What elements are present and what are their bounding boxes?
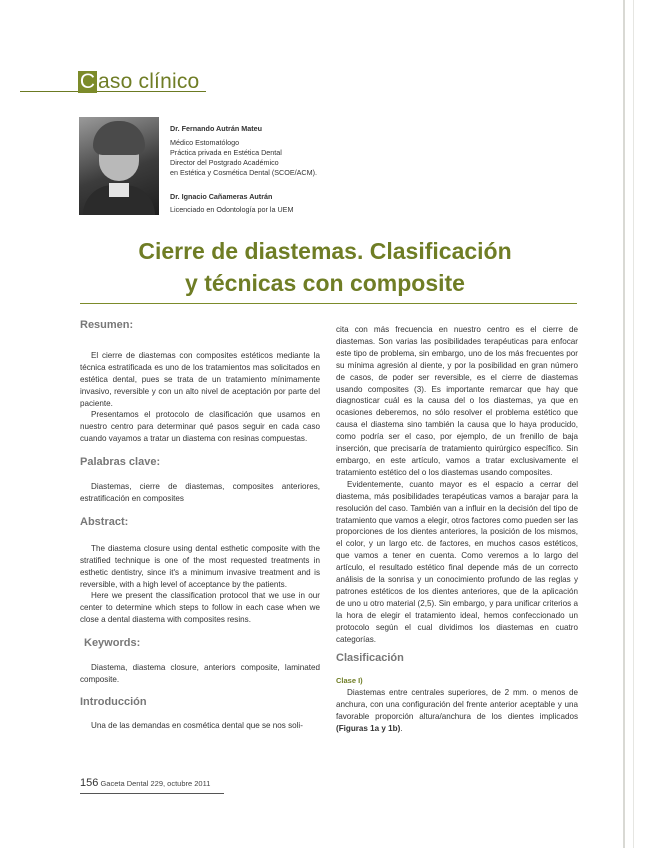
- section-initial: C: [79, 70, 96, 93]
- author-name: Dr. Ignacio Cañameras Autrán: [170, 192, 273, 201]
- footer-rule: [80, 793, 224, 794]
- body-paragraph: Evidentemente, cuanto mayor es el espacio a cerrar del diastema, más posibilidades terapéuticas vamos a barajar para la resolución del caso. También van a influir en la decisión del tipo de tratamiento que vamos a elegir, otros factores como pueden ser las proporciones de los dientes anteriores, la posición de los mismos, el color, y un largo etc. de factores, en muchos casos estéticos, que vamos a tener en cuenta. Como veremos a lo largo del artículo, el resultado estético final depende más de un correcto análisis de la sonrisa y un conocimiento profundo de las reglas y patrones estéticos de los dientes anteriores, que de la aplicación de uno u otro material (2,5). Sin embargo, y para unificar criterios a la hora de elegir el tratamiento ideal, hemos confeccionado un protocolo según el cual dividimos los diastemas en cuatro categorías.: [336, 479, 578, 644]
- section-title: aso clínico: [98, 70, 200, 93]
- abstract-heading: Abstract:: [80, 515, 129, 528]
- article-title-line2: y técnicas con composite: [185, 270, 465, 296]
- introduccion-heading: Introducción: [80, 695, 147, 708]
- right-column: [336, 324, 578, 735]
- journal-info: Gaceta Dental 229, octubre 2011: [100, 779, 211, 788]
- clase-paragraph: [336, 687, 578, 735]
- palabras-clave-text: Diastemas, cierre de diastemas, composites anteriores, estratificación en composites: [80, 482, 320, 503]
- author-line: Médico Estomatólogo: [170, 138, 240, 147]
- author-line: en Estética y Cosmética Dental (SCOE/ACM).: [170, 168, 317, 177]
- clase-heading: Clase I): [336, 676, 363, 686]
- abstract-paragraph: The diastema closure using dental esthetic composite with the stratified technique is one of the most requested treatments in esthetic dentistry, since it's a minimum invasive treatment and is reversible, with a high level of acceptance by the patients.: [80, 543, 320, 589]
- author-name: Dr. Fernando Autrán Mateu: [170, 124, 262, 133]
- resumen-heading: Resumen:: [80, 319, 134, 331]
- page-number: 156: [80, 777, 99, 789]
- page-footer: [80, 777, 210, 789]
- author-line: Director del Postgrado Académico: [170, 158, 279, 167]
- palabras-clave-heading: Palabras clave:: [80, 456, 161, 469]
- title-rule: [80, 303, 577, 304]
- author-line: Práctica privada en Estética Dental: [170, 148, 282, 157]
- resumen-paragraph: El cierre de diastemas con composites estéticos mediante la técnica estratificada es uno de los tratamientos mas solicitados en estética dental, pues se trata de un tratamiento mínimamente invasivo, reversible y con un alto nivel de aceptación por parte del paciente.: [80, 350, 320, 408]
- figure-reference: (Figuras 1a y 1b): [336, 724, 401, 733]
- introduccion-text: Una de las demandas en cosmética dental que se nos soli-: [91, 720, 303, 730]
- author-1: [170, 124, 317, 178]
- keywords-heading: Keywords:: [84, 637, 141, 650]
- article-title-line1: Cierre de diastemas. Clasificación: [138, 238, 512, 264]
- margin-bar-thin: [633, 0, 634, 848]
- body-paragraph: cita con más frecuencia en nuestro centro es el cierre de diastemas. Son varias las posibilidades terapéuticas para enfocar este tipo de problema, sin embargo, uno de los más frecuentes por su mínima agresión al diente, y por la posibilidad en gran número de casos, de poder ser reversible, es el cierre de diastemas usando composites (3). Es importante remarcar que hay que diagnosticar cuál es la causa del o los diastemas, ya que en ocasiones deberemos, no sólo resolver el problema estético que causa el diastema sino también la causa que lo haya producido, como podría ser el caso, por ejemplo, de un frenillo de baja inserción, que precisaría de tratamiento quirúrgico específico. Sin embargo, en este artículo, vamos a tratar exclusivamente el tratamiento estético del o los diastemas usando composites.: [336, 325, 578, 477]
- left-column: [80, 320, 320, 732]
- clase-end: .: [400, 724, 403, 733]
- clasificacion-heading: Clasificación: [336, 652, 404, 665]
- author-photo: [79, 117, 159, 215]
- abstract-paragraph: Here we present the classification protocol that we use in our center to determine which steps to follow in each case when we close a dental diastema with composites resins.: [80, 591, 320, 625]
- author-line: Licenciado en Odontología por la UEM: [170, 205, 294, 214]
- margin-bar: [623, 0, 625, 848]
- author-2: [170, 192, 293, 215]
- resumen-paragraph: Presentamos el protocolo de clasificación que usamos en nuestro centro para determinar qué pasos seguir en cada caso cuando vayamos a tratar un diastema con resinas compuestas.: [80, 410, 320, 444]
- clase-text: Diastemas entre centrales superiores, de 2 mm. o menos de anchura, con una configuración del frente anterior aceptable y una favorable proporción altura/anchura de los dientes implicados: [336, 688, 578, 722]
- keywords-text: Diastema, diastema closure, anteriors composite, laminated composite.: [80, 663, 320, 684]
